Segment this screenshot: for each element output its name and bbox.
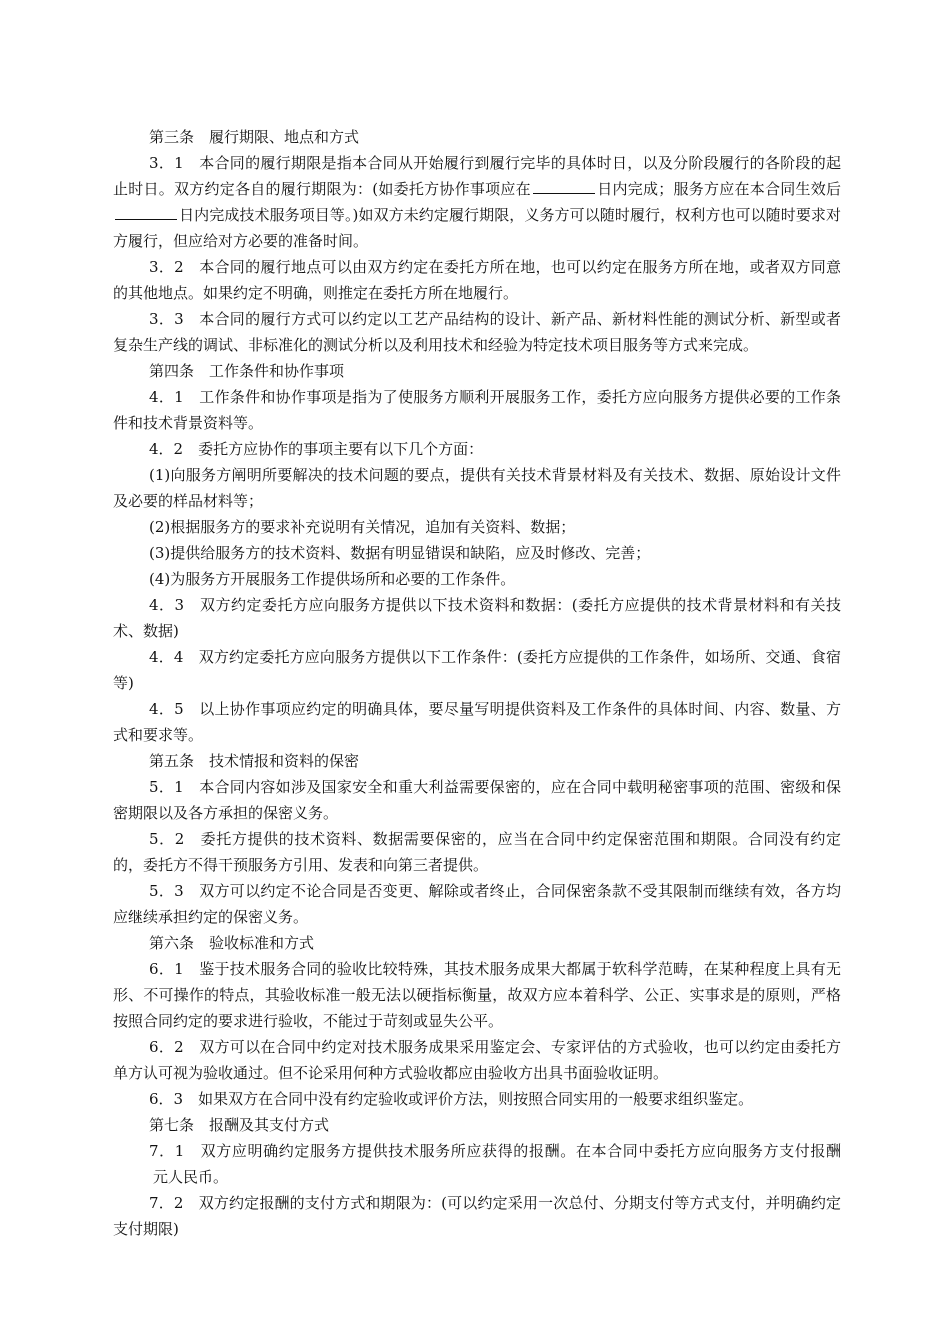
- clause-7-1-text-b: 元人民币。: [153, 1168, 229, 1186]
- article-5-title: 第五条 技术情报和资料的保密: [149, 752, 360, 770]
- clause-6-2: 6．2 双方可以在合同中约定对技术服务成果采用鉴定会、专家评估的方式验收，也可以约定由委托方单方认可视为验收通过。但不论采用何种方式验收都应由验收方出具书面验收证明。: [113, 1038, 841, 1082]
- clause-4-2-item-1: (1)向服务方阐明所要解决的技术问题的要点，提供有关技术背景材料及有关技术、数据、原始设计文件及必要的样品材料等；: [113, 466, 841, 510]
- clause-4-1: 4．1 工作条件和协作事项是指为了使服务方顺利开展服务工作，委托方应向服务方提供必要的工作条件和技术背景资料等。: [113, 388, 841, 432]
- article-3-title: 第三条 履行期限、地点和方式: [149, 128, 360, 146]
- clause-4-2: 4．2 委托方应协作的事项主要有以下几个方面：: [149, 440, 484, 458]
- clause-6-3: 6．3 如果双方在合同中没有约定验收或评价方法，则按照合同实用的一般要求组织鉴定。: [149, 1090, 754, 1108]
- clause-3-3: 3．3 本合同的履行方式可以约定以工艺产品结构的设计、新产品、新材料性能的测试分析、新型或者复杂生产线的调试、非标准化的测试分析以及利用技术和经验为特定技术项目服务等方式来完成。: [113, 310, 841, 354]
- blank-field-days-client[interactable]: [533, 178, 595, 194]
- clause-4-5: 4．5 以上协作事项应约定的明确具体，要尽量写明提供资料及工作条件的具体时间、内容、数量、方式和要求等。: [113, 700, 841, 744]
- clause-4-2-item-4: (4)为服务方开展服务工作提供场所和必要的工作条件。: [149, 570, 516, 588]
- clause-4-2-item-2: (2)根据服务方的要求补充说明有关情况，追加有关资料、数据；: [149, 518, 576, 536]
- clause-3-1-text-c: 日内完成技术服务项目等。)如双方未约定履行期限，义务方可以随时履行，权利方也可以随时要求对方履行，但应给对方必要的准备时间。: [113, 206, 841, 250]
- clause-3-1: [113, 150, 841, 254]
- clause-7-2: 7．2 双方约定报酬的支付方式和期限为：(可以约定采用一次总付、分期支付等方式支付，并明确约定支付期限): [113, 1194, 841, 1238]
- blank-field-days-provider[interactable]: [115, 204, 177, 220]
- clause-6-1: 6．1 鉴于技术服务合同的验收比较特殊，其技术服务成果大都属于软科学范畴，在某种程度上具有无形、不可操作的特点，其验收标准一般无法以硬指标衡量，故双方应本着科学、公正、实事求是的原则，严格按照合同约定的要求进行验收，不能过于苛刻或显失公平。: [113, 960, 841, 1030]
- clause-3-1-text-b: 日内完成；服务方应在本合同生效后: [596, 180, 841, 198]
- clause-3-2: 3．2 本合同的履行地点可以由双方约定在委托方所在地，也可以约定在服务方所在地，或者双方同意的其他地点。如果约定不明确，则推定在委托方所在地履行。: [113, 258, 841, 302]
- clause-7-1: [113, 1138, 841, 1190]
- clause-7-1-text-a: 7．1 双方应明确约定服务方提供技术服务所应获得的报酬。在本合同中委托方应向服务方支付报酬: [149, 1142, 841, 1160]
- clause-5-2: 5．2 委托方提供的技术资料、数据需要保密的，应当在合同中约定保密范围和期限。合同没有约定的，委托方不得干预服务方引用、发表和向第三者提供。: [113, 830, 841, 874]
- article-6-title: 第六条 验收标准和方式: [149, 934, 315, 952]
- clause-5-1: 5．1 本合同内容如涉及国家安全和重大利益需要保密的，应在合同中载明秘密事项的范围、密级和保密期限以及各方承担的保密义务。: [113, 778, 841, 822]
- article-4-title: 第四条 工作条件和协作事项: [149, 362, 345, 380]
- clause-4-4: 4．4 双方约定委托方应向服务方提供以下工作条件：(委托方应提供的工作条件，如场所、交通、食宿等): [113, 648, 841, 692]
- clause-4-3: 4．3 双方约定委托方应向服务方提供以下技术资料和数据：(委托方应提供的技术背景材料和有关技术、数据): [113, 596, 841, 640]
- clause-5-3: 5．3 双方可以约定不论合同是否变更、解除或者终止，合同保密条款不受其限制而继续有效，各方均应继续承担约定的保密义务。: [113, 882, 841, 926]
- clause-4-2-item-3: (3)提供给服务方的技术资料、数据有明显错误和缺陷，应及时修改、完善；: [149, 544, 651, 562]
- clause-3-1-text-a: 3．1 本合同的履行期限是指本合同从开始履行到履行完毕的具体时日，以及分阶段履行的各阶段的起止时日。双方约定各自的履行期限为：(如委托方协作事项应在: [113, 154, 841, 198]
- article-7-title: 第七条 报酬及其支付方式: [149, 1116, 330, 1134]
- contract-document: [113, 124, 841, 1242]
